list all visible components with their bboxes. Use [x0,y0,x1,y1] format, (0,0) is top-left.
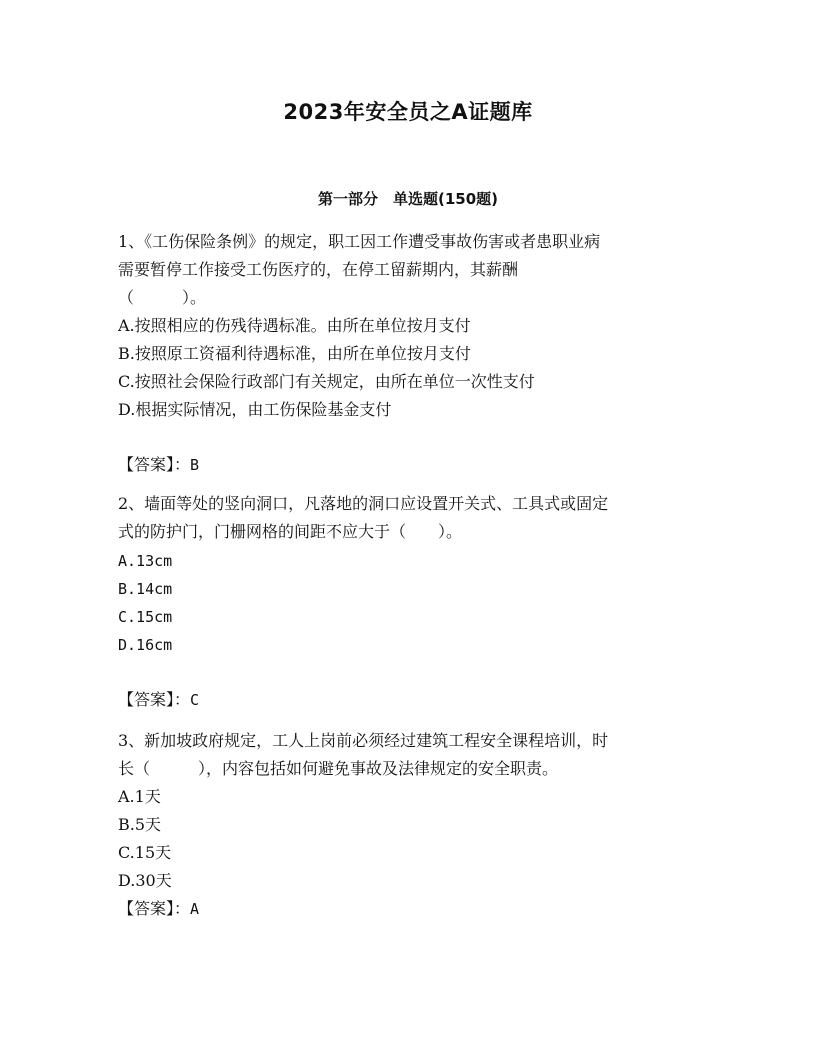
question-1-option-b: B.按照原工资福利待遇标准，由所在单位按月支付 [118,344,471,363]
question-3-text-line-1: 3、新加坡政府规定，工人上岗前必须经过建筑工程安全课程培训，时 [118,731,609,750]
question-1-option-a: A.按照相应的伤残待遇标准。由所在单位按月支付 [118,316,471,335]
question-1-answer [118,455,199,475]
answer-label: 【答案】： [118,690,191,709]
question-2-text-line-2: 式的防护门，门栅网格的间距不应大于（ ）。 [118,522,463,541]
answer-value: A [190,900,200,918]
section-heading: 第一部分 单选题(150题) [317,190,499,208]
question-1-text-line-2: 需要暂停工作接受工伤医疗的，在停工留薪期内，其薪酬 [118,260,519,279]
question-3-text-line-2: 长（ ），内容包括如何避免事故及法律规定的安全职责。 [118,759,559,778]
answer-value: C [190,691,200,709]
answer-label: 【答案】： [118,899,191,918]
question-1-option-c: C.按照社会保险行政部门有关规定，由所在单位一次性支付 [118,372,535,391]
question-1-text-line-1: 1、《工伤保险条例》的规定，职工因工作遭受事故伤害或者患职业病 [118,232,601,251]
answer-value: B [190,456,200,474]
question-3-option-d: D.30天 [118,871,172,890]
answer-label: 【答案】： [118,455,191,474]
question-2-answer [118,690,199,710]
question-3-answer [118,899,199,919]
question-2-option-b: B.14cm [118,580,173,598]
question-1-option-d: D.根据实际情况，由工伤保险基金支付 [118,400,392,419]
question-1-text-line-3: （ ）。 [118,288,207,307]
question-3-option-c: C.15天 [118,843,172,862]
question-2-text-line-1: 2、墙面等处的竖向洞口，凡落地的洞口应设置开关式、工具式或固定 [118,494,609,513]
page-title: 2023年安全员之A证题库 [283,100,533,124]
question-2-option-c: C.15cm [118,608,173,626]
question-3-option-b: B.5天 [118,815,162,834]
question-2-option-d: D.16cm [118,636,173,654]
question-3-option-a: A.1天 [118,787,161,806]
question-2-option-a: A.13cm [118,552,173,570]
